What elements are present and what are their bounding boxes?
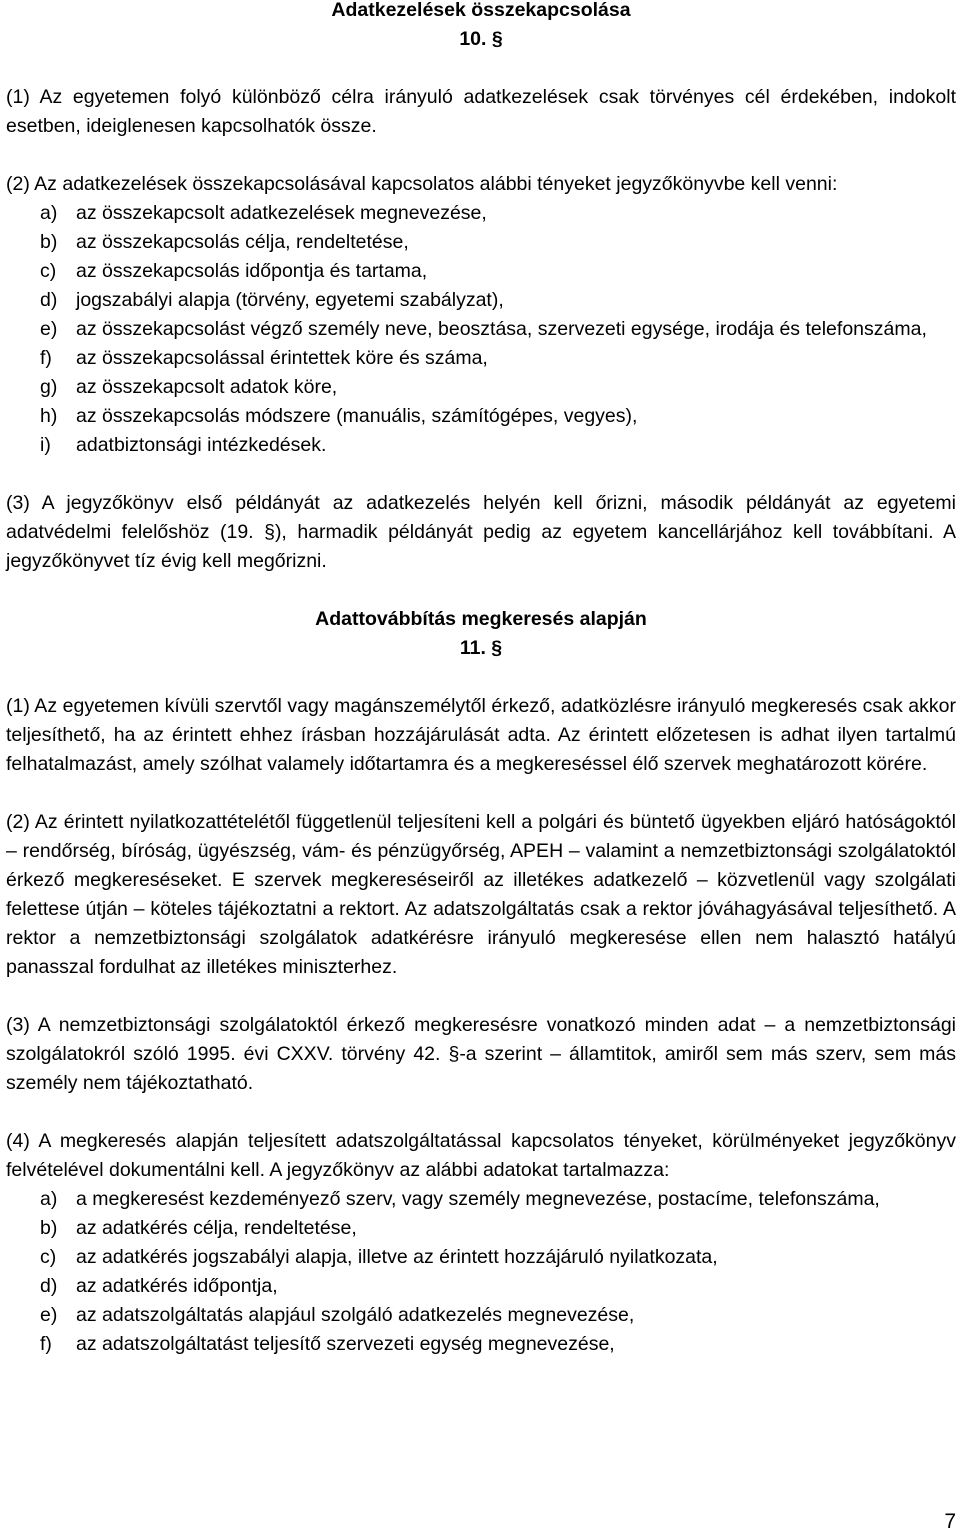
spacer: [6, 54, 956, 83]
item-text: az összekapcsolás időpontja és tartama,: [76, 260, 428, 282]
list-item: [6, 1214, 956, 1243]
item-label: i): [40, 434, 51, 456]
section-10-number: 10. §: [459, 28, 503, 50]
item-text: az adatkérés időpontja,: [76, 1275, 278, 1297]
item-label: f): [40, 1333, 52, 1355]
spacer: [6, 663, 956, 692]
section-11-paragraph-2: (2) Az érintett nyilatkozattételétől függetlenül teljesíteni kell a polgári és büntető ügyekben eljáró hatóságoktól – rendőrség, bíróság, ügyészség, vám- és pénzügyőrség, APEH – valamint a nemzetbiztonsági szolgálatoktól érkező megkereséseket. E szervek megkereséseiről az illetékes adatkezelő – közvetlenül vagy szolgálati felettese útján – köteles tájékoztatni a rektort. Az adatszolgáltatás csak a rektor jóváhagyásával teljesíthető. A rektor a nemzetbiztonsági szolgálatok adatkérésre irányuló megkeresése ellen nem halasztó hatályú panasszal fordulhat az illetékes miniszterhez.: [6, 811, 956, 978]
list-item: [6, 1185, 956, 1214]
item-text: az összekapcsolt adatok köre,: [76, 376, 338, 398]
item-label: d): [40, 1275, 58, 1297]
item-label: e): [40, 1304, 58, 1326]
item-label: a): [40, 202, 58, 224]
spacer: [6, 141, 956, 170]
item-label: d): [40, 289, 58, 311]
item-text: adatbiztonsági intézkedések.: [76, 434, 327, 456]
spacer: [6, 576, 956, 605]
page-number: 7: [944, 1510, 956, 1533]
item-text: az összekapcsolt adatkezelések megnevezése,: [76, 202, 487, 224]
item-text: az összekapcsolás célja, rendeltetése,: [76, 231, 409, 253]
item-text: az összekapcsolást végző személy neve, beosztása, szervezeti egysége, irodája és telefonszáma,: [76, 318, 927, 340]
document-page: [6, 0, 956, 1359]
item-label: c): [40, 260, 57, 282]
section-10-paragraph-2-intro: (2) Az adatkezelések összekapcsolásával kapcsolatos alábbi tényeket jegyzőkönyvbe kell venni:: [6, 173, 838, 195]
list-item: [6, 286, 956, 315]
item-text: a megkeresést kezdeményező szerv, vagy személy megnevezése, postacíme, telefonszáma,: [76, 1188, 880, 1210]
item-text: az adatkérés célja, rendeltetése,: [76, 1217, 357, 1239]
list-item: [6, 199, 956, 228]
section-11-number: 11. §: [459, 637, 503, 659]
section-11-paragraph-1: (1) Az egyetemen kívüli szervtől vagy magánszemélytől érkező, adatközlésre irányuló megkeresés csak akkor teljesíthető, ha az érintett ehhez írásban hozzájárulását adta. Az érintett előzetesen is adhat ilyen tartalmú felhatalmazást, amely szólhat valamely időtartamra és a megkereséssel élő szervek meghatározott körére.: [6, 695, 956, 775]
list-item: [6, 315, 956, 344]
item-label: e): [40, 318, 58, 340]
list-item: [6, 1243, 956, 1272]
section-11-title: Adattovábbítás megkeresés alapján: [315, 608, 647, 630]
list-item: [6, 373, 956, 402]
list-item: [6, 228, 956, 257]
section-11-paragraph-4-intro: (4) A megkeresés alapján teljesített adatszolgáltatással kapcsolatos tényeket, körülményeket jegyzőkönyv felvételével dokumentálni kell. A jegyzőkönyv az alábbi adatokat tartalmazza:: [6, 1130, 956, 1181]
section-10-paragraph-3: (3) A jegyzőkönyv első példányát az adatkezelés helyén kell őrizni, második példányát az egyetemi adatvédelmi felelőshöz (19. §), harmadik példányát pedig az egyetem kancellárjához kell továbbítani. A jegyzőkönyvet tíz évig kell megőrizni.: [6, 492, 956, 572]
item-label: b): [40, 1217, 58, 1239]
item-text: jogszabályi alapja (törvény, egyetemi szabályzat),: [76, 289, 504, 311]
item-text: az összekapcsolás módszere (manuális, számítógépes, vegyes),: [76, 405, 638, 427]
item-text: az adatkérés jogszabályi alapja, illetve az érintett hozzájáruló nyilatkozata,: [76, 1246, 718, 1268]
item-text: az adatszolgáltatás alapjául szolgáló adatkezelés megnevezése,: [76, 1304, 635, 1326]
item-text: az adatszolgáltatást teljesítő szervezeti egység megnevezése,: [76, 1333, 615, 1355]
list-item: [6, 1330, 956, 1359]
list-item: [6, 257, 956, 286]
item-label: a): [40, 1188, 58, 1210]
list-item: [6, 1272, 956, 1301]
item-label: c): [40, 1246, 57, 1268]
item-text: az összekapcsolással érintettek köre és száma,: [76, 347, 488, 369]
spacer: [6, 982, 956, 1011]
section-11-item-list: [6, 1185, 956, 1359]
item-label: b): [40, 231, 58, 253]
list-item: [6, 431, 956, 460]
list-item: [6, 402, 956, 431]
item-label: f): [40, 347, 52, 369]
section-10-title: Adatkezelések összekapcsolása: [331, 0, 631, 21]
spacer: [6, 460, 956, 489]
spacer: [6, 779, 956, 808]
spacer: [6, 1098, 956, 1127]
section-10-paragraph-1: (1) Az egyetemen folyó különböző célra irányuló adatkezelések csak törvényes cél érdekében, indokolt esetben, ideiglenesen kapcsolhatók össze.: [6, 86, 956, 137]
list-item: [6, 344, 956, 373]
item-label: h): [40, 405, 58, 427]
section-11-paragraph-3: (3) A nemzetbiztonsági szolgálatoktól érkező megkeresésre vonatkozó minden adat – a nemzetbiztonsági szolgálatokról szóló 1995. évi CXXV. törvény 42. §-a szerint – államtitok, amiről sem más szerv, sem más személy nem tájékoztatható.: [6, 1014, 956, 1094]
list-item: [6, 1301, 956, 1330]
section-10-item-list: [6, 199, 956, 460]
item-label: g): [40, 376, 58, 398]
